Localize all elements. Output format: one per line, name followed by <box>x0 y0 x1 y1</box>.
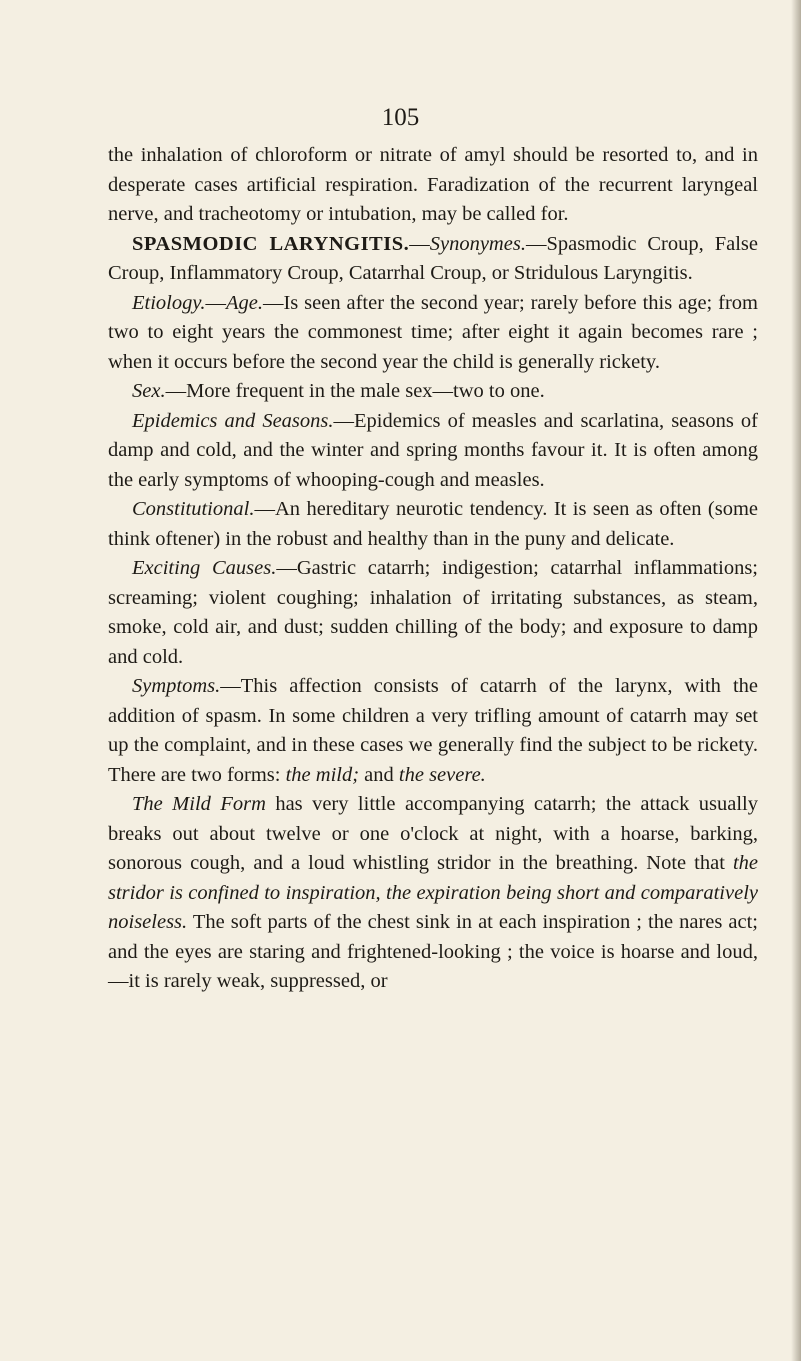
page-number: 105 <box>381 104 420 131</box>
symptoms-text: —This affection consists of catarrh of the larynx, with the addition of spasm. In some children a very trifling amount of catarrh may set up the complaint, and in these cases we generally find the subject to be rickety. There are two forms: <box>108 675 758 786</box>
paragraph-continuation: the inhalation of chloroform or nitrate of amyl should be resorted to, and in desperate cases artificial respiration. Faradization of the recurrent laryngeal nerve, and tracheotomy or intubation, may be called for. <box>108 144 758 225</box>
mild-form-emphasis: the stridor is confined to inspiration, the expiration being short and comparatively noiseless. <box>108 852 758 933</box>
epidemics-text: —Epidemics of measles and scarlatina, seasons of damp and cold, and the winter and spring months favour it. It is often among the early symptoms of whooping-cough and measles. <box>108 409 758 491</box>
synonymes-text: —Spasmodic Croup, False Croup, Inflammatory Croup, Catarrhal Croup, or Stridulous Laryngitis. <box>108 232 758 284</box>
paragraph-epidemics <box>108 407 758 496</box>
subheading-synonymes: Synonymes. <box>429 232 526 255</box>
subheading-exciting-causes: Exciting Causes. <box>132 557 277 579</box>
subheading-mild-form: The Mild Form <box>132 793 266 815</box>
mild-form-term: the mild; <box>285 763 360 786</box>
mild-form-text-2: The soft parts of the chest sink in at each inspiration ; the nares act; and the eyes are staring and frightened-looking ; the voice is hoarse and loud,—it is rarely weak, suppressed, or <box>108 911 758 992</box>
subheading-epidemics: Epidemics and Seasons. <box>132 409 334 432</box>
exciting-causes-text: —Gastric catarrh; indigestion; catarrhal inflammations; screaming; violent coughing; inhalation of irritating substances, as steam, smoke, cold air, and dust; sudden chilling of the body; and exposure to damp and cold. <box>108 557 759 668</box>
dash: — <box>205 291 226 314</box>
paragraph-etiology <box>108 289 758 378</box>
paragraph-symptoms <box>108 672 758 790</box>
paragraph-exciting-causes <box>108 554 758 672</box>
body-text <box>108 141 758 997</box>
page-edge-shadow <box>791 0 801 1361</box>
paragraph-sex <box>108 377 758 407</box>
subheading-constitutional: Constitutional. <box>132 498 255 520</box>
conjunction: and <box>359 763 399 786</box>
dash: — <box>409 232 430 255</box>
subheading-age: Age. <box>225 291 263 314</box>
paragraph-constitutional <box>108 495 758 554</box>
section-heading: SPASMODIC LARYNGITIS. <box>132 232 410 255</box>
mild-form-text-1: has very little accompanying catarrh; the attack usually breaks out about twelve or one o'clock at night, with a hoarse, barking, sonorous cough, and a loud whistling stridor in the breathing. Note that <box>108 793 758 874</box>
paragraph-spasmodic-laryngitis <box>108 230 758 289</box>
subheading-etiology: Etiology. <box>132 291 206 314</box>
constitutional-text: —An hereditary neurotic tendency. It is seen as often (some think oftener) in the robust and healthy than in the puny and delicate. <box>108 498 758 550</box>
sex-text: —More frequent in the male sex—two to one. <box>165 380 545 402</box>
subheading-sex: Sex. <box>132 380 166 402</box>
paragraph-mild-form <box>108 790 758 997</box>
subheading-symptoms: Symptoms. <box>132 675 221 697</box>
severe-form-term: the severe. <box>398 763 486 786</box>
age-text: —Is seen after the second year; rarely before this age; from two to eight years the commonest time; after eight it again becomes rare ; when it occurs before the second year the child is generally rickety. <box>108 291 758 373</box>
